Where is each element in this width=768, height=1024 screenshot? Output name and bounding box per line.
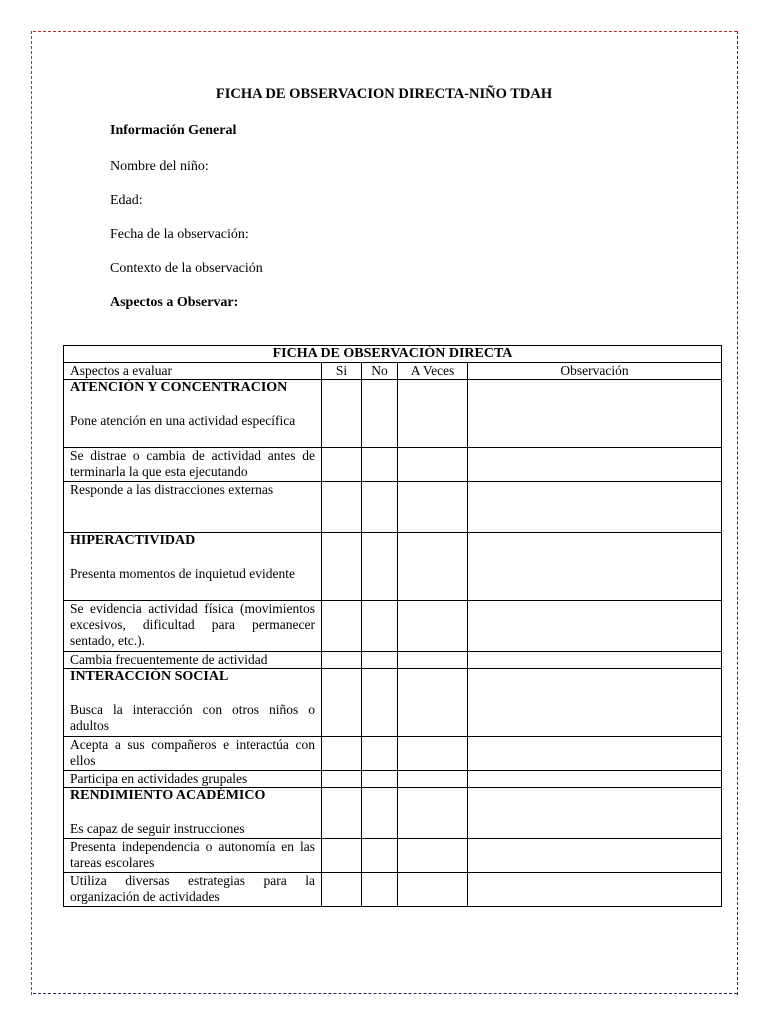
table-row — [64, 737, 722, 771]
observation-table — [63, 345, 722, 907]
a-veces-cell[interactable] — [398, 669, 468, 737]
a-veces-cell[interactable] — [398, 448, 468, 482]
observation-cell[interactable] — [468, 380, 722, 448]
si-cell[interactable] — [322, 652, 362, 669]
aspect-cell — [64, 380, 322, 448]
aspect-text: Utiliza diversas estrategias para la organización de actividades — [64, 873, 322, 907]
si-cell[interactable] — [322, 839, 362, 873]
table-row — [64, 771, 722, 788]
table-row — [64, 873, 722, 907]
observation-cell[interactable] — [468, 839, 722, 873]
aspect-cell — [64, 669, 322, 737]
table-row — [64, 788, 722, 839]
observation-cell[interactable] — [468, 448, 722, 482]
aspects-heading: Aspectos a Observar: — [110, 295, 239, 310]
observation-cell[interactable] — [468, 737, 722, 771]
aspect-text: Se evidencia actividad física (movimientos excesivos, dificultad para permanecer sentado, etc.). — [64, 601, 322, 652]
table-row — [64, 380, 722, 448]
a-veces-cell[interactable] — [398, 873, 468, 907]
a-veces-cell[interactable] — [398, 601, 468, 652]
no-cell[interactable] — [362, 482, 398, 533]
no-cell[interactable] — [362, 737, 398, 771]
page-border-top — [33, 31, 737, 32]
si-cell[interactable] — [322, 873, 362, 907]
a-veces-cell[interactable] — [398, 533, 468, 601]
si-cell[interactable] — [322, 788, 362, 839]
aspect-text: Presenta independencia o autonomía en las tareas escolares — [64, 839, 322, 873]
si-cell[interactable] — [322, 737, 362, 771]
aspect-text: Participa en actividades grupales — [64, 771, 322, 788]
si-cell[interactable] — [322, 482, 362, 533]
observation-cell[interactable] — [468, 482, 722, 533]
observation-cell[interactable] — [468, 771, 722, 788]
field-child-name: Nombre del niño: — [110, 159, 209, 174]
aspect-text: Es capaz de seguir instrucciones — [70, 821, 245, 836]
observation-cell[interactable] — [468, 788, 722, 839]
no-cell[interactable] — [362, 839, 398, 873]
aspect-cell — [64, 788, 322, 839]
a-veces-cell[interactable] — [398, 652, 468, 669]
si-cell[interactable] — [322, 601, 362, 652]
field-observation-context: Contexto de la observación — [110, 261, 263, 276]
no-cell[interactable] — [362, 788, 398, 839]
a-veces-cell[interactable] — [398, 737, 468, 771]
page-border-bottom — [33, 993, 737, 994]
header-aspects: Aspectos a evaluar — [64, 363, 322, 380]
table-row — [64, 533, 722, 601]
si-cell[interactable] — [322, 448, 362, 482]
si-cell[interactable] — [322, 380, 362, 448]
observation-cell[interactable] — [468, 601, 722, 652]
no-cell[interactable] — [362, 771, 398, 788]
document-title: FICHA DE OBSERVACION DIRECTA-NIÑO TDAH — [215, 86, 553, 102]
field-age: Edad: — [110, 193, 143, 208]
no-cell[interactable] — [362, 652, 398, 669]
table-row — [64, 669, 722, 737]
a-veces-cell[interactable] — [398, 788, 468, 839]
aspect-text: Pone atención en una actividad específica — [70, 413, 296, 428]
section-heading: ATENCIÓN Y CONCENTRACION — [70, 380, 288, 395]
observation-cell[interactable] — [468, 533, 722, 601]
no-cell[interactable] — [362, 533, 398, 601]
no-cell[interactable] — [362, 669, 398, 737]
table-row — [64, 448, 722, 482]
a-veces-cell[interactable] — [398, 839, 468, 873]
header-a-veces: A Veces — [398, 363, 468, 380]
aspect-text: Cambia frecuentemente de actividad — [64, 652, 322, 669]
section-heading: INTERACCIÓN SOCIAL — [70, 669, 229, 684]
si-cell[interactable] — [322, 669, 362, 737]
header-observacion: Observación — [468, 363, 722, 380]
table-header-row — [64, 363, 722, 380]
table-row — [64, 839, 722, 873]
no-cell[interactable] — [362, 873, 398, 907]
aspect-text: Presenta momentos de inquietud evidente — [70, 566, 295, 581]
info-heading: Información General — [110, 123, 237, 138]
section-heading: RENDIMIENTO ACADÉMICO — [70, 788, 266, 803]
a-veces-cell[interactable] — [398, 482, 468, 533]
observation-cell[interactable] — [468, 873, 722, 907]
a-veces-cell[interactable] — [398, 771, 468, 788]
no-cell[interactable] — [362, 380, 398, 448]
page-border-right — [737, 31, 738, 995]
aspect-text: Responde a las distracciones externas — [64, 482, 322, 533]
header-si: Si — [322, 363, 362, 380]
si-cell[interactable] — [322, 771, 362, 788]
no-cell[interactable] — [362, 448, 398, 482]
table-row — [64, 601, 722, 652]
header-no: No — [362, 363, 398, 380]
page-border-left — [31, 31, 32, 995]
observation-cell[interactable] — [468, 669, 722, 737]
no-cell[interactable] — [362, 601, 398, 652]
aspect-text: Se distrae o cambia de actividad antes de terminarla la que esta ejecutando — [64, 448, 322, 482]
aspect-text: Acepta a sus compañeros e interactúa con ellos — [64, 737, 322, 771]
si-cell[interactable] — [322, 533, 362, 601]
table-row — [64, 482, 722, 533]
section-heading: HIPERACTIVIDAD — [70, 533, 196, 548]
observation-cell[interactable] — [468, 652, 722, 669]
field-observation-date: Fecha de la observación: — [110, 227, 249, 242]
table-title: FICHA DE OBSERVACIÓN DIRECTA — [64, 346, 722, 363]
aspect-text: Busca la interacción con otros niños o adultos — [70, 702, 315, 733]
a-veces-cell[interactable] — [398, 380, 468, 448]
aspect-cell — [64, 533, 322, 601]
table-row — [64, 652, 722, 669]
